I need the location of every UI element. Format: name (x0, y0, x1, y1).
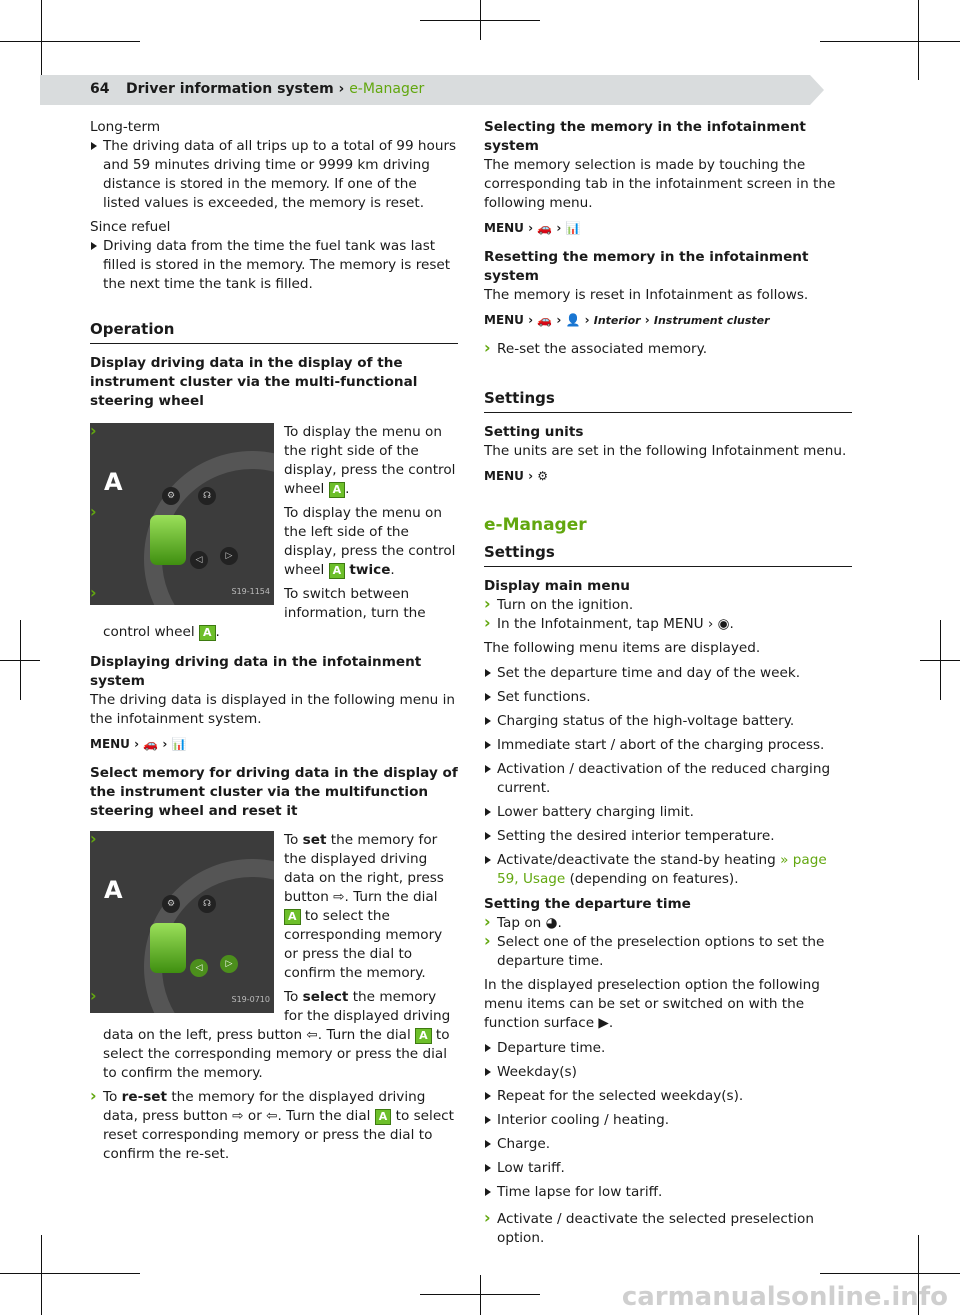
right-column (484, 118, 852, 1253)
units-title: Setting units (484, 424, 584, 440)
operation-sub3: Select memory for driving data in the display of the instrument cluster via the multifunction steering wheel and reset it (90, 765, 458, 819)
crop-mark (820, 1273, 960, 1274)
main-menu-step-1: › Turn on the ignition. (484, 596, 852, 615)
settings-heading: Settings (484, 389, 852, 413)
menu-item: Setting the desired interior temperature. (484, 827, 852, 846)
op-step-1: › To display the menu on the right side of the display, press the control wheel A . (90, 423, 458, 499)
crop-mark (940, 620, 941, 700)
departure-item: Time lapse for low tariff. (484, 1183, 852, 1202)
figure-label-a: A (104, 876, 123, 904)
right-arrow-button: ▷ (220, 955, 238, 973)
reset-memory-text: The memory is reset in Infotainment as follows. (484, 287, 809, 303)
reset-step-2: › To select the memory for the displayed driving data on the left, press button ⇦. Turn the dial A to select the corresponding memory or press the dial to confirm the memory. (90, 988, 458, 1083)
op-step-2: › To display the menu on the left side of the display, press the control wheel A twice. (90, 504, 458, 580)
wheel-button: ◁ (190, 551, 208, 569)
departure-step-1: › Tap on ◕. (484, 914, 852, 933)
following-text: The following menu items are displayed. (484, 640, 761, 656)
header-arrow (810, 75, 824, 105)
operation-heading: Operation (90, 320, 458, 344)
departure-item: Repeat for the selected weekday(s). (484, 1087, 852, 1106)
departure-title: Setting the departure time (484, 896, 691, 912)
op-step-3: › To switch between information, turn the control wheel A . (90, 585, 458, 642)
wheel-button: ☊ (198, 487, 216, 505)
wheel-button: ☊ (198, 895, 216, 913)
breadcrumb (126, 81, 424, 97)
crop-mark (0, 41, 140, 42)
figure-code: S19-0710 (231, 995, 270, 1004)
operation-sub2-text: The driving data is displayed in the following menu in the infotainment system. (90, 692, 456, 727)
breadcrumb-section: Driver information system (126, 81, 334, 97)
select-memory-text: The memory selection is made by touching the corresponding tab in the infotainment screen in the following menu. (484, 157, 836, 211)
breadcrumb-separator: › (338, 81, 345, 97)
departure-item: Interior cooling / heating. (484, 1111, 852, 1130)
figure-code: S19-1154 (231, 587, 270, 596)
menu-item: Activation / deactivation of the reduced charging current. (484, 760, 852, 798)
watermark: carmanualsonline.info (621, 1282, 948, 1312)
page-link[interactable]: » page 59, Usage (497, 852, 827, 887)
breadcrumb-subsection: e-Manager (349, 81, 425, 97)
menu-item: Set the departure time and day of the week. (484, 664, 852, 683)
page-number: 64 (90, 81, 110, 97)
units-text: The units are set in the following Infotainment menu. (484, 443, 847, 459)
left-arrow-button: ◁ (190, 959, 208, 977)
wheel-button: ⚙ (162, 487, 180, 505)
wheel-button: ⚙ (162, 895, 180, 913)
menu-item: Lower battery charging limit. (484, 803, 852, 822)
crop-mark (480, 1275, 481, 1315)
departure-item: Low tariff. (484, 1159, 852, 1178)
menu-item: Set functions. (484, 688, 852, 707)
menu-item: Activate/deactivate the stand-by heating » page 59, Usage (depending on features). (484, 851, 852, 889)
crop-mark (20, 620, 21, 700)
long-term-text: The driving data of all trips up to a total of 99 hours and 59 minutes driving time or 9999 km driving distance is stored in the memory. If one of the listed values is exceeded, the memory is reset. (90, 137, 458, 213)
crop-mark (41, 0, 42, 80)
departure-item: Weekday(s) (484, 1063, 852, 1082)
emanager-heading: e-Manager (484, 515, 587, 535)
wheel-button: ▷ (220, 547, 238, 565)
departure-item: Charge. (484, 1135, 852, 1154)
menu-path-trip: MENU › 🚗 › 📊 (90, 737, 187, 751)
crop-mark (918, 0, 919, 80)
crop-mark (480, 0, 481, 40)
menu-item: Immediate start / abort of the charging process. (484, 736, 852, 755)
main-menu-step-2: › In the Infotainment, tap MENU › ◉. (484, 615, 852, 634)
menu-path-reset: MENU › 🚗 › 👤 › Interior › Instrument cluster (484, 313, 770, 327)
reset-step: › Re-set the associated memory. (484, 340, 852, 359)
crop-mark (41, 1235, 42, 1315)
operation-sub1: Display driving data in the display of the instrument cluster via the multi-functional steering wheel (90, 355, 418, 409)
main-menu-title: Display main menu (484, 578, 630, 594)
menu-path-select: MENU › 🚗 › 📊 (484, 221, 581, 235)
crop-mark (0, 1273, 140, 1274)
reset-memory-title: Resetting the memory in the infotainment system (484, 249, 809, 284)
left-column (90, 118, 458, 1169)
operation-sub2: Displaying driving data in the infotainment system (90, 654, 422, 689)
departure-item: Departure time. (484, 1039, 852, 1058)
since-refuel-title: Since refuel (90, 219, 171, 235)
departure-last-step: › Activate / deactivate the selected preselection option. (484, 1210, 852, 1248)
reset-step-1: › To set the memory for the displayed driving data on the right, press button ⇨. Turn the dial A to select the corresponding memory or press the dial to confirm the memory. (90, 831, 458, 983)
departure-step-2: › Select one of the preselection options to set the departure time. (484, 933, 852, 971)
long-term-title: Long-term (90, 119, 161, 135)
menu-item: Charging status of the high-voltage battery. (484, 712, 852, 731)
emanager-settings-heading: Settings (484, 543, 852, 567)
crop-mark (820, 41, 960, 42)
since-refuel-text: Driving data from the time the fuel tank was last filled is stored in the memory. The memory is reset the next time the tank is filled. (90, 237, 458, 294)
select-memory-title: Selecting the memory in the infotainment system (484, 119, 806, 154)
figure-label-a: A (104, 468, 123, 496)
departure-text: In the displayed preselection option the following menu items can be set or switched on with the function surface ▶. (484, 977, 820, 1031)
reset-step-3: › To re-set the memory for the displayed driving data, press button ⇨ or ⇦. Turn the dial A to select reset corresponding memory or press the dial to confirm the re-set. (90, 1088, 458, 1164)
menu-path-units: MENU › ⚙ (484, 469, 548, 483)
